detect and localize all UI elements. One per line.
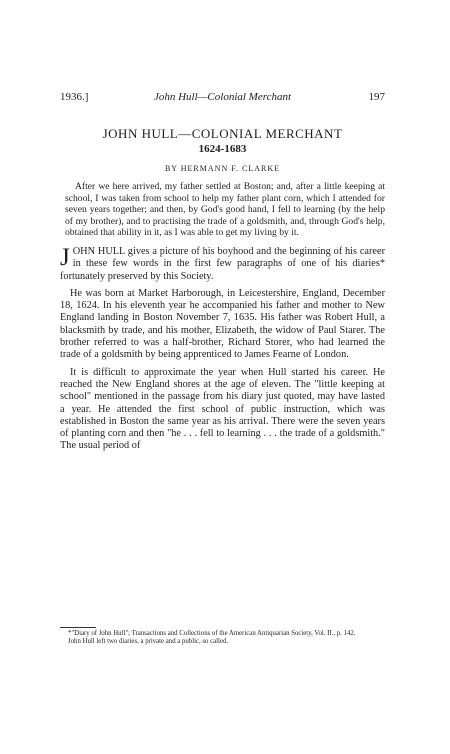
running-head-year: 1936.] (60, 91, 89, 103)
running-head-title: John Hull—Colonial Merchant (153, 91, 292, 103)
page-number: 197 (368, 91, 385, 103)
footnote-rule (60, 627, 96, 628)
paragraph-text: OHN HULL gives a picture of his boyhood and the beginning of his career in these few words in the first few paragraphs of one of his diaries* fortunately preserved by this Society. (60, 246, 385, 282)
article-byline: BY HERMANN F. CLARKE (164, 164, 281, 173)
drop-cap: J (60, 244, 70, 271)
body-paragraph (60, 246, 385, 283)
article-body (60, 246, 385, 458)
body-paragraph: It is difficult to approximate the year when Hull started his career. He reached the New England shores at the age of eleven. The "little keeping at school" mentioned in the passage from his diary just quoted, may have lasted a year. He attended the first school of public instruction, which was established in Boston the same year as his arrival. There were the seven years of planting corn and then "he . . . fell to learning . . . the trade of a goldsmith." The usual period of (60, 366, 385, 452)
article-title: JOHN HULL—COLONIAL MERCHANT (102, 126, 343, 141)
footnote: *"Diary of John Hull"; Transactions and Collections of the American Antiquarian Society, Vol. II., p. 142. (68, 630, 356, 637)
footnotes (60, 630, 385, 646)
running-head (60, 90, 385, 104)
footnote: John Hull left two diaries, a private and a public, so called. (68, 638, 229, 646)
body-paragraph: He was born at Market Harborough, in Leicestershire, England, December 18, 1624. In his eleventh year he accompanied his father and mother to New England landing in Boston November 7, 1635. His father was Robert Hull, a blacksmith by trade, and his mother, Elizabeth, the widow of Paul Starer. The brother referred to was a half-brother, Richard Storer, who had learned the trade of a goldsmith by being apprenticed to James Fearne of London. (60, 287, 385, 361)
article-dates: 1624-1683 (198, 143, 247, 155)
epigraph: After we here arrived, my father settled at Boston; and, after a little keeping at school, I was taken from school to help my father plant corn, which I attended for seven years together; and then, by God's good hand, I fell to learning (by the help of my brother), and to practising the trade of a goldsmith, and, through God's help, obtained that ability in it, as I was able to get my living by it. (65, 181, 385, 239)
